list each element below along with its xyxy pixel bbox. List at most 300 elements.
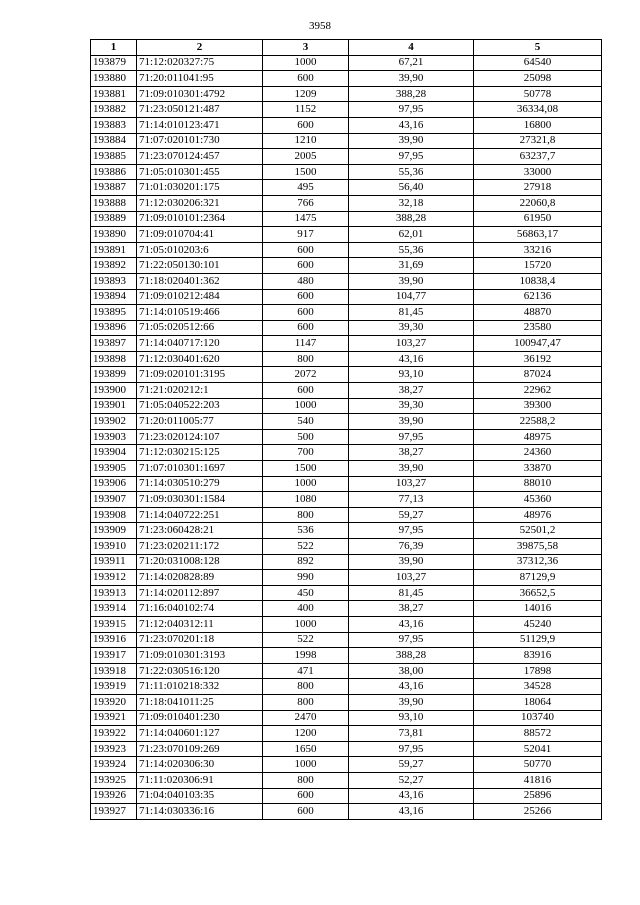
table-cell-col-4: 31,69 [349,258,474,274]
table-cell-col-4: 38,00 [349,663,474,679]
table-cell-col-4: 103,27 [349,336,474,352]
table-cell-col-1: 193918 [91,663,137,679]
table-cell-col-2: 71:05:010203:6 [137,242,263,258]
table-row [91,102,602,118]
table-cell-col-1: 193882 [91,102,137,118]
table-cell-col-1: 193912 [91,570,137,586]
table-cell-col-3: 600 [263,71,349,87]
table-cell-col-5: 33000 [474,164,602,180]
table-cell-col-1: 193921 [91,710,137,726]
table-cell-col-1: 193913 [91,585,137,601]
table-cell-col-1: 193884 [91,133,137,149]
table-cell-col-2: 71:14:020306:30 [137,757,263,773]
table-row [91,601,602,617]
table-cell-col-1: 193920 [91,694,137,710]
table-row [91,694,602,710]
table-cell-col-4: 32,18 [349,195,474,211]
table-cell-col-2: 71:12:030206:321 [137,195,263,211]
table-row [91,648,602,664]
table-cell-col-5: 63237,7 [474,149,602,165]
table-cell-col-3: 500 [263,429,349,445]
table-cell-col-4: 38,27 [349,445,474,461]
table-row [91,741,602,757]
table-cell-col-2: 71:07:010301:1697 [137,461,263,477]
table-cell-col-4: 39,90 [349,133,474,149]
table-cell-col-4: 38,27 [349,383,474,399]
table-cell-col-1: 193879 [91,55,137,71]
table-cell-col-1: 193927 [91,804,137,820]
table-row [91,726,602,742]
table-cell-col-3: 1000 [263,616,349,632]
table-cell-col-1: 193911 [91,554,137,570]
table-row [91,476,602,492]
table-cell-col-3: 800 [263,679,349,695]
table-cell-col-2: 71:05:010301:455 [137,164,263,180]
table-cell-col-3: 800 [263,772,349,788]
table-cell-col-2: 71:23:050121:487 [137,102,263,118]
table-cell-col-5: 39300 [474,398,602,414]
table-cell-col-1: 193907 [91,492,137,508]
table-cell-col-1: 193923 [91,741,137,757]
table-cell-col-5: 48976 [474,507,602,523]
table-cell-col-5: 27321,8 [474,133,602,149]
table-cell-col-5: 45240 [474,616,602,632]
table-cell-col-1: 193890 [91,227,137,243]
table-cell-col-4: 67,21 [349,55,474,71]
table-cell-col-2: 71:23:070124:457 [137,149,263,165]
table-body [91,55,602,819]
table-cell-col-5: 33870 [474,461,602,477]
table-cell-col-2: 71:14:040717:120 [137,336,263,352]
table-cell-col-3: 600 [263,117,349,133]
table-cell-col-4: 388,28 [349,211,474,227]
table-cell-col-2: 71:14:020112:897 [137,585,263,601]
table-cell-col-5: 83916 [474,648,602,664]
table-cell-col-3: 917 [263,227,349,243]
table-cell-col-2: 71:23:060428:21 [137,523,263,539]
table-cell-col-2: 71:23:070201:18 [137,632,263,648]
table-row [91,461,602,477]
table-cell-col-2: 71:21:020212:1 [137,383,263,399]
table-cell-col-5: 88010 [474,476,602,492]
table-cell-col-3: 700 [263,445,349,461]
table-row [91,523,602,539]
table-cell-col-1: 193919 [91,679,137,695]
table-cell-col-5: 52041 [474,741,602,757]
table-cell-col-1: 193896 [91,320,137,336]
table-cell-col-3: 800 [263,694,349,710]
table-cell-col-3: 522 [263,539,349,555]
table-cell-col-2: 71:09:020101:3195 [137,367,263,383]
table-cell-col-3: 495 [263,180,349,196]
table-cell-col-5: 37312,36 [474,554,602,570]
table-cell-col-2: 71:14:040601:127 [137,726,263,742]
table-cell-col-4: 39,90 [349,461,474,477]
table-cell-col-5: 103740 [474,710,602,726]
table-cell-col-3: 1998 [263,648,349,664]
table-cell-col-4: 73,81 [349,726,474,742]
table-cell-col-5: 88572 [474,726,602,742]
table-row [91,788,602,804]
table-cell-col-5: 56863,17 [474,227,602,243]
table-cell-col-3: 1080 [263,492,349,508]
table-row [91,429,602,445]
table-cell-col-5: 62136 [474,289,602,305]
column-header-4: 4 [349,40,474,56]
table-cell-col-5: 14016 [474,601,602,617]
table-cell-col-1: 193924 [91,757,137,773]
table-cell-col-5: 39875,58 [474,539,602,555]
table-cell-col-2: 71:12:030401:620 [137,351,263,367]
table-row [91,195,602,211]
table-cell-col-3: 480 [263,273,349,289]
table-row [91,507,602,523]
table-cell-col-1: 193892 [91,258,137,274]
table-cell-col-3: 1200 [263,726,349,742]
table-cell-col-3: 766 [263,195,349,211]
table-cell-col-1: 193893 [91,273,137,289]
table-cell-col-3: 2005 [263,149,349,165]
table-cell-col-2: 71:09:030301:1584 [137,492,263,508]
table-cell-col-5: 25266 [474,804,602,820]
table-cell-col-3: 1000 [263,757,349,773]
table-cell-col-4: 388,28 [349,86,474,102]
table-header-row [91,40,602,56]
table-cell-col-1: 193904 [91,445,137,461]
table-cell-col-3: 1500 [263,164,349,180]
table-row [91,305,602,321]
table-cell-col-2: 71:23:070109:269 [137,741,263,757]
table-row [91,570,602,586]
table-cell-col-2: 71:09:010301:3193 [137,648,263,664]
table-row [91,211,602,227]
table-row [91,632,602,648]
table-cell-col-1: 193888 [91,195,137,211]
table-cell-col-1: 193899 [91,367,137,383]
table-cell-col-1: 193891 [91,242,137,258]
table-cell-col-5: 16800 [474,117,602,133]
table-cell-col-2: 71:14:010123:471 [137,117,263,133]
table-cell-col-2: 71:18:020401:362 [137,273,263,289]
table-cell-col-5: 18064 [474,694,602,710]
table-cell-col-5: 22060,8 [474,195,602,211]
table-cell-col-1: 193894 [91,289,137,305]
table-cell-col-3: 471 [263,663,349,679]
table-cell-col-2: 71:22:030516:120 [137,663,263,679]
table-cell-col-5: 23580 [474,320,602,336]
table-row [91,663,602,679]
table-cell-col-1: 193906 [91,476,137,492]
table-cell-col-1: 193901 [91,398,137,414]
table-row [91,710,602,726]
table-cell-col-1: 193885 [91,149,137,165]
table-cell-col-3: 600 [263,804,349,820]
table-cell-col-2: 71:23:020211:172 [137,539,263,555]
table-cell-col-4: 59,27 [349,507,474,523]
table-row [91,55,602,71]
table-cell-col-3: 1500 [263,461,349,477]
table-cell-col-1: 193897 [91,336,137,352]
table-cell-col-3: 800 [263,507,349,523]
table-cell-col-1: 193914 [91,601,137,617]
table-cell-col-1: 193917 [91,648,137,664]
table-cell-col-3: 600 [263,320,349,336]
table-row [91,149,602,165]
table-cell-col-2: 71:16:040102:74 [137,601,263,617]
table-cell-col-4: 104,77 [349,289,474,305]
table-row [91,804,602,820]
table-cell-col-2: 71:14:020828:89 [137,570,263,586]
table-cell-col-4: 97,95 [349,102,474,118]
table-cell-col-4: 56,40 [349,180,474,196]
table-cell-col-5: 41816 [474,772,602,788]
table-cell-col-3: 1000 [263,398,349,414]
table-cell-col-2: 71:11:020306:91 [137,772,263,788]
table-cell-col-1: 193926 [91,788,137,804]
table-cell-col-5: 45360 [474,492,602,508]
table-cell-col-5: 22962 [474,383,602,399]
table-row [91,367,602,383]
table-cell-col-2: 71:09:010301:4792 [137,86,263,102]
table-cell-col-4: 97,95 [349,149,474,165]
table-cell-col-4: 97,95 [349,741,474,757]
table-cell-col-5: 48975 [474,429,602,445]
table-cell-col-2: 71:05:040522:203 [137,398,263,414]
table-cell-col-2: 71:05:020512:66 [137,320,263,336]
column-header-5: 5 [474,40,602,56]
table-cell-col-4: 43,16 [349,616,474,632]
table-cell-col-1: 193908 [91,507,137,523]
table-cell-col-4: 97,95 [349,429,474,445]
table-cell-col-5: 87024 [474,367,602,383]
table-cell-col-3: 536 [263,523,349,539]
table-cell-col-1: 193905 [91,461,137,477]
table-cell-col-5: 15720 [474,258,602,274]
table-row [91,445,602,461]
table-cell-col-5: 100947,47 [474,336,602,352]
table-cell-col-5: 17898 [474,663,602,679]
table-cell-col-1: 193881 [91,86,137,102]
page-number: 3958 [309,20,331,32]
table-row [91,273,602,289]
table-cell-col-3: 600 [263,258,349,274]
table-cell-col-3: 1000 [263,476,349,492]
table-cell-col-3: 450 [263,585,349,601]
table-cell-col-4: 52,27 [349,772,474,788]
table-cell-col-2: 71:07:020101:730 [137,133,263,149]
table-cell-col-3: 400 [263,601,349,617]
table-cell-col-4: 43,16 [349,788,474,804]
table-cell-col-3: 1210 [263,133,349,149]
table-cell-col-3: 800 [263,351,349,367]
table-cell-col-3: 600 [263,289,349,305]
table-row [91,336,602,352]
table-cell-col-2: 71:14:010519:466 [137,305,263,321]
table-cell-col-2: 71:01:030201:175 [137,180,263,196]
table-cell-col-2: 71:09:010212:484 [137,289,263,305]
table-cell-col-3: 1650 [263,741,349,757]
table-row [91,289,602,305]
table-cell-col-5: 36334,08 [474,102,602,118]
table-cell-col-4: 93,10 [349,710,474,726]
table-row [91,242,602,258]
table-cell-col-4: 43,16 [349,804,474,820]
table-cell-col-4: 39,90 [349,694,474,710]
table-cell-col-3: 2470 [263,710,349,726]
table-cell-col-2: 71:14:030510:279 [137,476,263,492]
table-cell-col-2: 71:20:011005:77 [137,414,263,430]
table-row [91,86,602,102]
table-cell-col-1: 193915 [91,616,137,632]
table-cell-col-2: 71:12:040312:11 [137,616,263,632]
table-row [91,414,602,430]
table-cell-col-5: 10838,4 [474,273,602,289]
table-row [91,227,602,243]
column-header-2: 2 [137,40,263,56]
data-table [90,39,602,820]
table-row [91,383,602,399]
table-row [91,398,602,414]
table-row [91,117,602,133]
table-cell-col-4: 43,16 [349,351,474,367]
table-cell-col-5: 34528 [474,679,602,695]
table-cell-col-5: 36652,5 [474,585,602,601]
table-cell-col-1: 193886 [91,164,137,180]
table-cell-col-5: 22588,2 [474,414,602,430]
table-cell-col-4: 81,45 [349,585,474,601]
table-cell-col-5: 50770 [474,757,602,773]
table-cell-col-3: 1152 [263,102,349,118]
table-row [91,492,602,508]
table-cell-col-5: 36192 [474,351,602,367]
table-cell-col-3: 600 [263,383,349,399]
table-cell-col-4: 77,13 [349,492,474,508]
table-row [91,679,602,695]
table-cell-col-4: 93,10 [349,367,474,383]
table-cell-col-4: 76,39 [349,539,474,555]
table-cell-col-2: 71:14:030336:16 [137,804,263,820]
table-row [91,320,602,336]
table-cell-col-4: 43,16 [349,679,474,695]
table-cell-col-5: 48870 [474,305,602,321]
table-cell-col-5: 64540 [474,55,602,71]
table-row [91,164,602,180]
table-cell-col-5: 25896 [474,788,602,804]
table-cell-col-4: 97,95 [349,632,474,648]
table-row [91,757,602,773]
table-cell-col-2: 71:20:011041:95 [137,71,263,87]
table-cell-col-1: 193916 [91,632,137,648]
table-cell-col-1: 193902 [91,414,137,430]
table-cell-col-4: 55,36 [349,242,474,258]
table-cell-col-1: 193887 [91,180,137,196]
table-cell-col-5: 27918 [474,180,602,196]
table-cell-col-5: 87129,9 [474,570,602,586]
table-cell-col-1: 193883 [91,117,137,133]
table-cell-col-4: 43,16 [349,117,474,133]
table-cell-col-4: 59,27 [349,757,474,773]
table-cell-col-4: 62,01 [349,227,474,243]
table-cell-col-4: 39,30 [349,398,474,414]
table-cell-col-1: 193910 [91,539,137,555]
table-row [91,616,602,632]
table-cell-col-3: 1147 [263,336,349,352]
table-cell-col-1: 193903 [91,429,137,445]
table-cell-col-4: 55,36 [349,164,474,180]
table-cell-col-3: 892 [263,554,349,570]
table-row [91,180,602,196]
table-cell-col-1: 193909 [91,523,137,539]
table-row [91,539,602,555]
table-cell-col-4: 38,27 [349,601,474,617]
table-cell-col-1: 193895 [91,305,137,321]
table-row [91,258,602,274]
table-cell-col-5: 52501,2 [474,523,602,539]
table-cell-col-3: 2072 [263,367,349,383]
table-cell-col-1: 193898 [91,351,137,367]
table-cell-col-3: 540 [263,414,349,430]
table-cell-col-2: 71:23:020124:107 [137,429,263,445]
table-cell-col-3: 990 [263,570,349,586]
table-cell-col-1: 193925 [91,772,137,788]
table-row [91,71,602,87]
table-cell-col-3: 600 [263,305,349,321]
table-cell-col-5: 25098 [474,71,602,87]
table-row [91,772,602,788]
table-row [91,585,602,601]
table-cell-col-5: 24360 [474,445,602,461]
column-header-1: 1 [91,40,137,56]
table-cell-col-2: 71:18:041011:25 [137,694,263,710]
table-cell-col-4: 39,30 [349,320,474,336]
table-cell-col-4: 39,90 [349,71,474,87]
table-cell-col-3: 600 [263,788,349,804]
table-cell-col-4: 81,45 [349,305,474,321]
table-cell-col-2: 71:22:050130:101 [137,258,263,274]
table-cell-col-2: 71:12:020327:75 [137,55,263,71]
table-cell-col-5: 33216 [474,242,602,258]
table-cell-col-5: 61950 [474,211,602,227]
table-cell-col-2: 71:11:010218:332 [137,679,263,695]
table-cell-col-1: 193922 [91,726,137,742]
table-cell-col-4: 39,90 [349,414,474,430]
table-row [91,554,602,570]
table-cell-col-3: 522 [263,632,349,648]
table-cell-col-3: 1475 [263,211,349,227]
table-cell-col-4: 103,27 [349,570,474,586]
table-cell-col-5: 51129,9 [474,632,602,648]
table-cell-col-4: 39,90 [349,554,474,570]
table-cell-col-5: 50778 [474,86,602,102]
table-cell-col-1: 193900 [91,383,137,399]
table-cell-col-1: 193889 [91,211,137,227]
table-cell-col-2: 71:09:010401:230 [137,710,263,726]
table-cell-col-4: 97,95 [349,523,474,539]
table-cell-col-2: 71:09:010704:41 [137,227,263,243]
table-cell-col-2: 71:14:040722:251 [137,507,263,523]
table-cell-col-2: 71:12:030215:125 [137,445,263,461]
table-cell-col-4: 39,90 [349,273,474,289]
table-cell-col-2: 71:20:031008:128 [137,554,263,570]
table-row [91,351,602,367]
table-cell-col-3: 1209 [263,86,349,102]
table-cell-col-2: 71:09:010101:2364 [137,211,263,227]
table-cell-col-3: 600 [263,242,349,258]
table-cell-col-4: 388,28 [349,648,474,664]
column-header-3: 3 [263,40,349,56]
table-row [91,133,602,149]
table-cell-col-3: 1000 [263,55,349,71]
